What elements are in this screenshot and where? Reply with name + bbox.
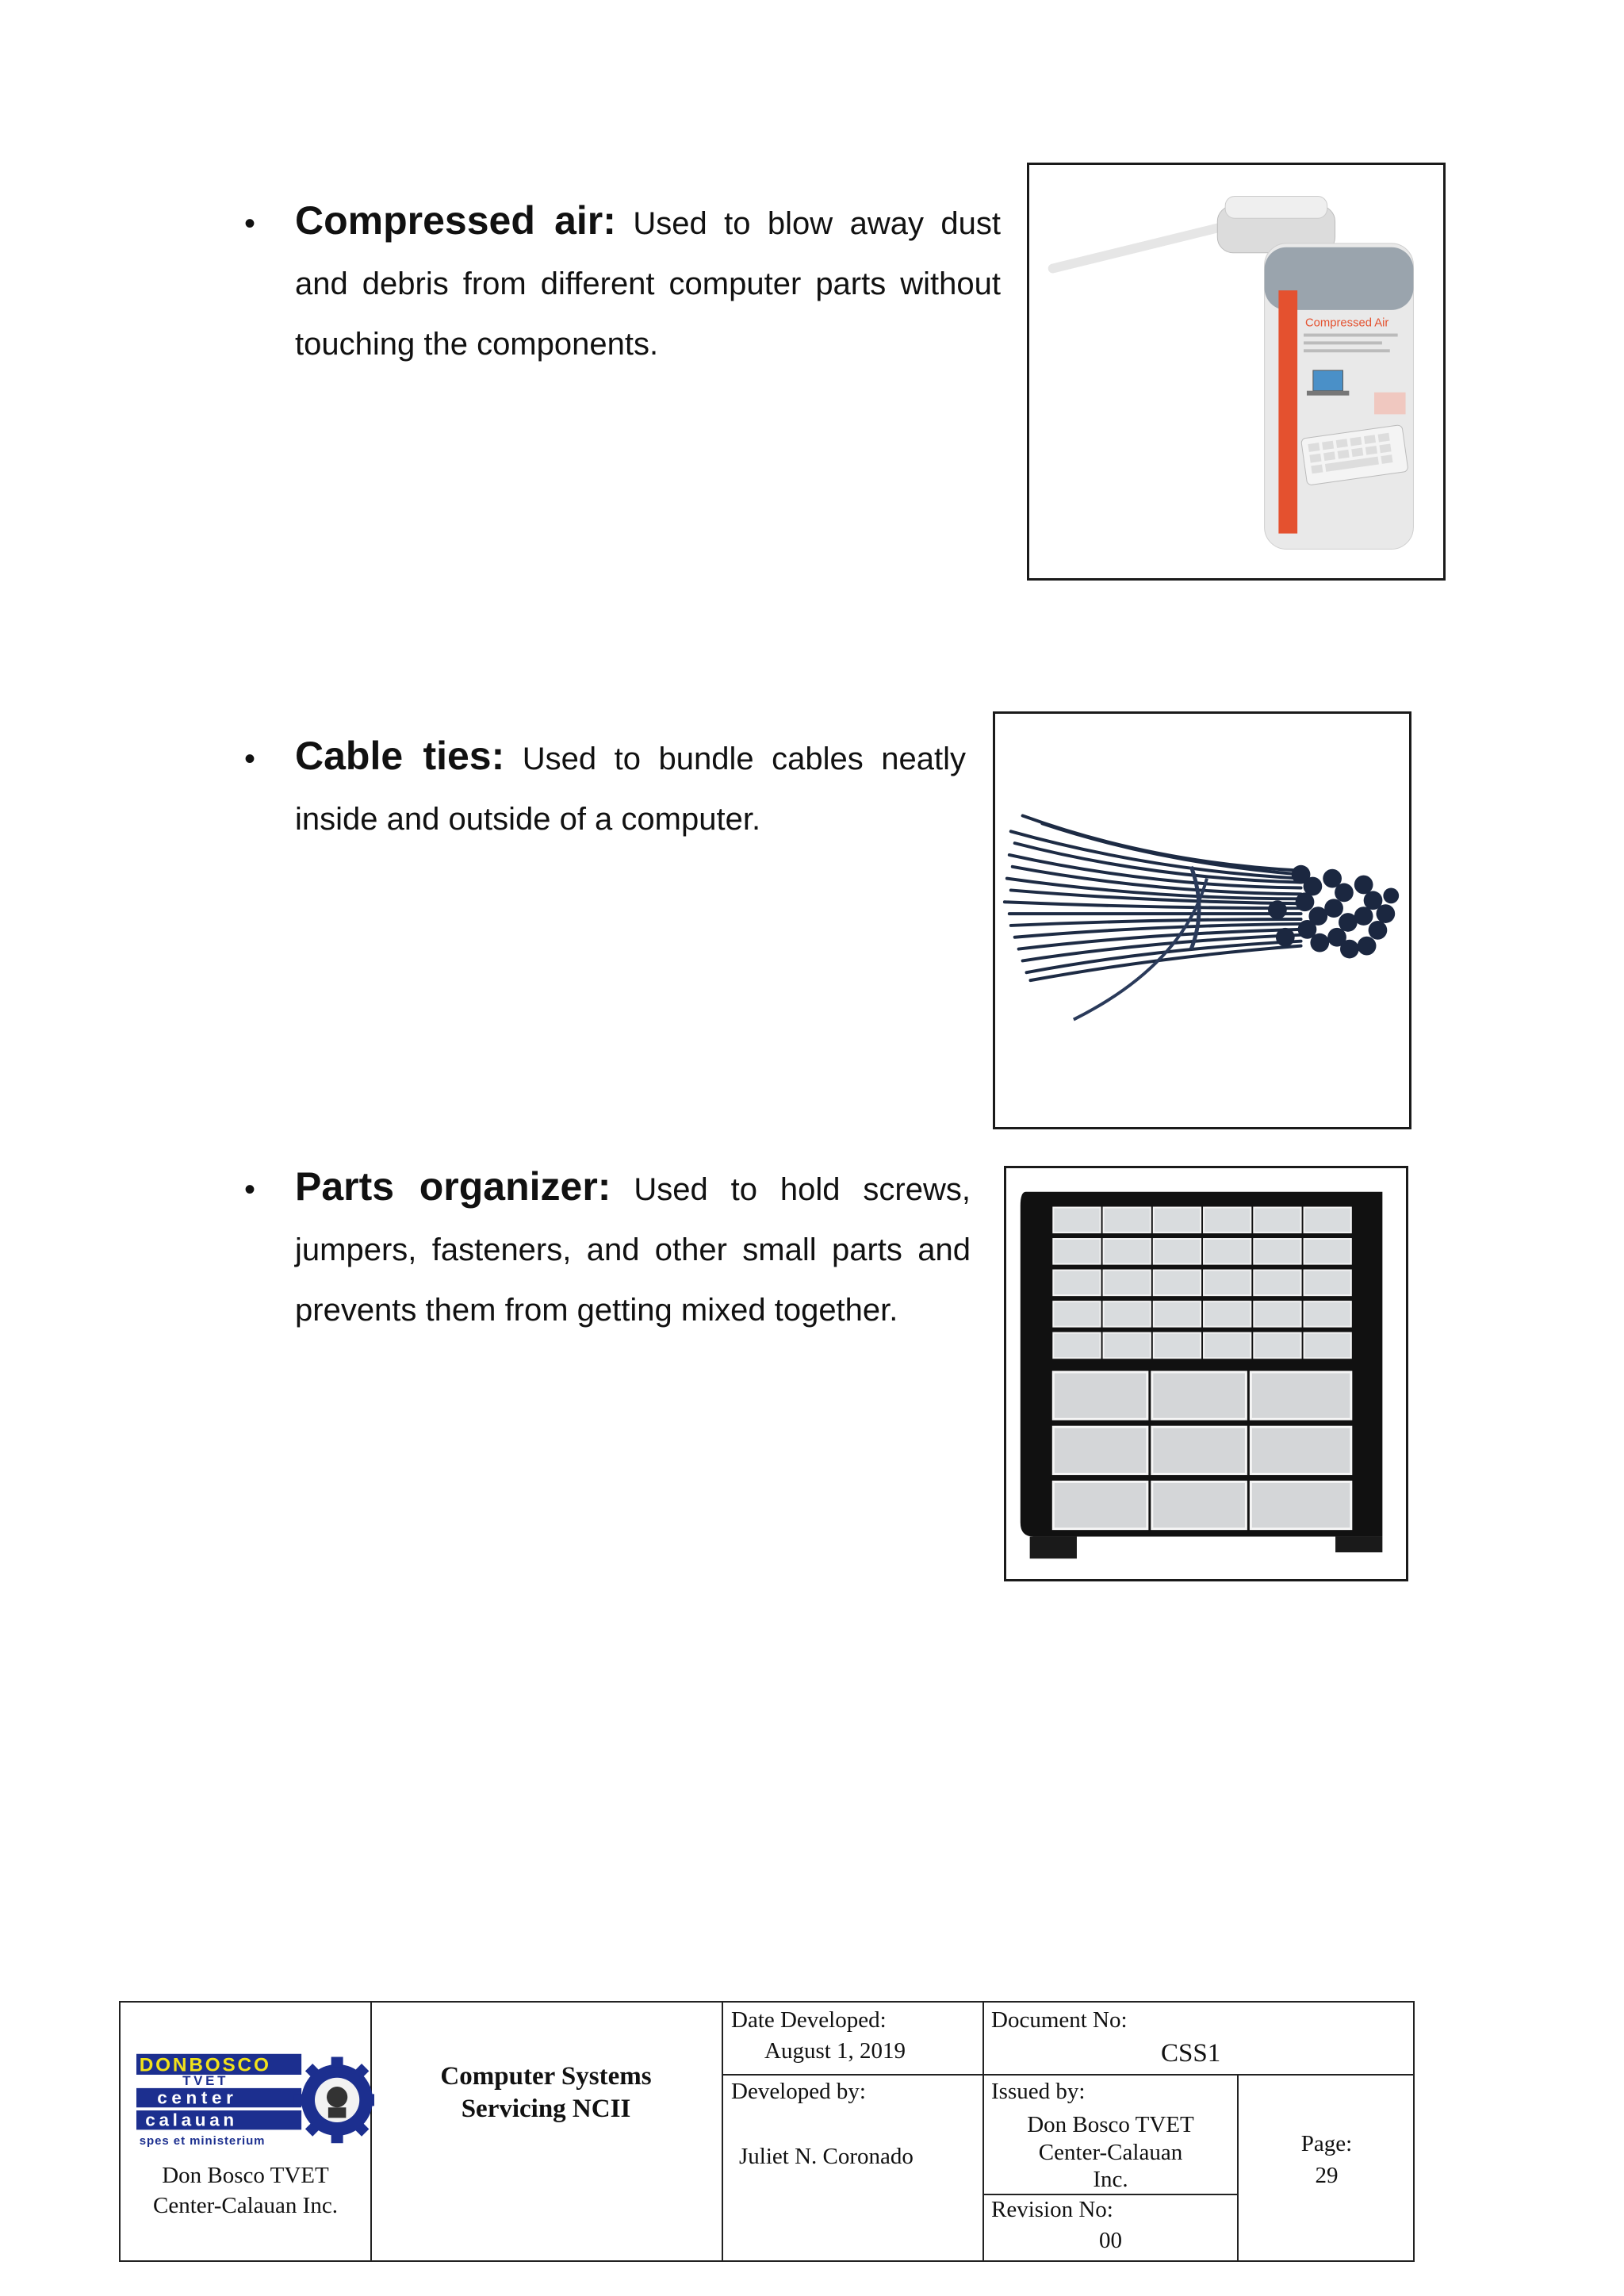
cable-ties-illustration [995, 714, 1409, 1127]
date-developed-value: August 1, 2019 [764, 2038, 906, 2064]
logo-cell [121, 2003, 370, 2262]
issued-by-line3: Inc. [1093, 2167, 1128, 2192]
can-label-text: Compressed Air [1304, 316, 1389, 330]
developed-by-value: Juliet N. Coronado [739, 2144, 914, 2169]
item-title: Parts organizer: [295, 1164, 611, 1209]
item-cable-ties [295, 726, 966, 849]
issued-by-line1: Don Bosco TVET [1027, 2112, 1194, 2137]
item-title: Cable ties: [295, 734, 505, 778]
parts-organizer-illustration [1006, 1168, 1406, 1579]
issued-by-line2: Center-Calauan [1038, 2140, 1183, 2165]
bullet-parts-organizer: • [244, 1172, 256, 1207]
item-parts-organizer [295, 1156, 971, 1340]
parts-organizer-image [1004, 1166, 1408, 1581]
developed-by-label: Developed by: [731, 2079, 866, 2104]
item-description: Used to bundle cables neatly inside and outside of a computer. [295, 742, 966, 837]
course-title-line1: Computer Systems [440, 2062, 652, 2091]
page-label: Page: [1300, 2131, 1353, 2156]
document-footer-table [119, 2001, 1415, 2262]
item-description: Used to hold screws, jumpers, fasteners, and other small parts and prevents them from getting mixed together. [295, 1172, 971, 1328]
org-name-line1: Don Bosco TVET [162, 2163, 329, 2188]
item-compressed-air [295, 190, 1001, 374]
don-bosco-logo [136, 2046, 374, 2151]
page-number: 29 [1315, 2163, 1339, 2188]
revision-no-value: 00 [1099, 2228, 1122, 2253]
compressed-air-can-illustration [1029, 165, 1443, 578]
cable-ties-image [993, 711, 1411, 1129]
item-description: Used to blow away dust and debris from different computer parts without touching the components. [295, 206, 1001, 362]
svg-text:TVET: TVET [182, 2073, 229, 2089]
org-name-line2: Center-Calauan Inc. [153, 2193, 338, 2218]
document-no-value: CSS1 [1161, 2039, 1221, 2068]
svg-text:DONBOSCO: DONBOSCO [139, 2054, 271, 2076]
item-title: Compressed air: [295, 198, 616, 243]
svg-text:spes et ministerium: spes et ministerium [139, 2134, 266, 2148]
compressed-air-image [1027, 163, 1446, 581]
svg-text:calauan: calauan [145, 2110, 238, 2130]
svg-text:center: center [157, 2087, 238, 2108]
bullet-compressed-air: • [244, 206, 256, 241]
bullet-cable-ties: • [244, 742, 256, 776]
issued-by-label: Issued by: [991, 2079, 1086, 2104]
document-no-label: Document No: [991, 2007, 1128, 2033]
revision-no-label: Revision No: [991, 2197, 1113, 2222]
course-title-line2: Servicing NCII [461, 2095, 631, 2123]
date-developed-label: Date Developed: [731, 2007, 887, 2033]
